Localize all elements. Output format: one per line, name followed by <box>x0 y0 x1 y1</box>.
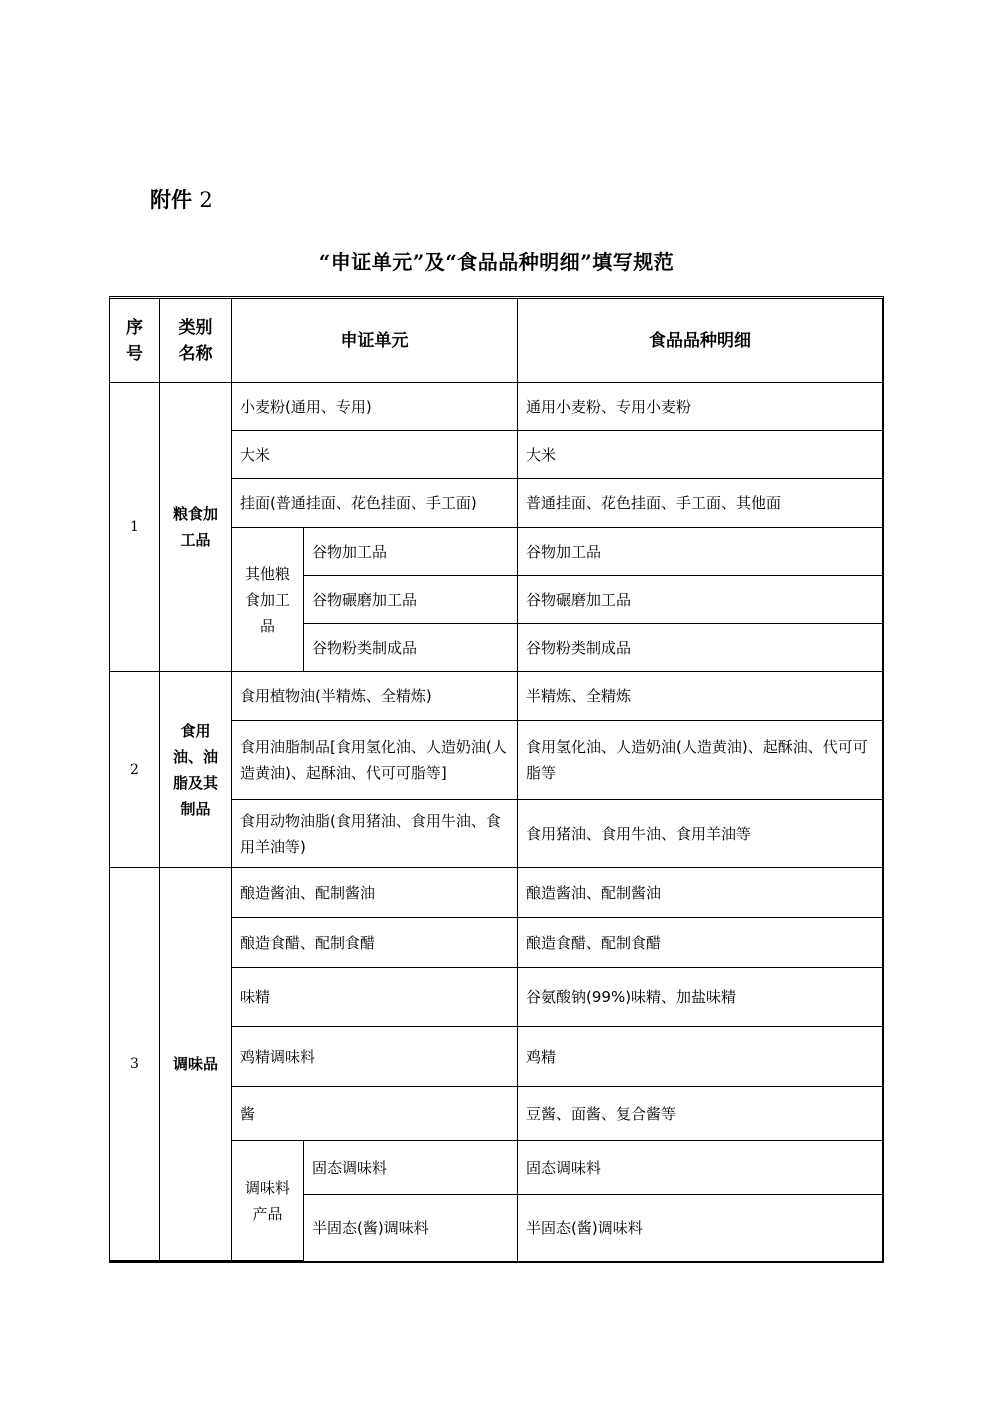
unit-cell: 味精 <box>232 968 518 1027</box>
unit-cell: 酱 <box>232 1087 518 1141</box>
table-row <box>110 672 882 721</box>
unit-cell: 食用植物油(半精炼、全精炼) <box>232 672 518 721</box>
unit-cell: 酿造酱油、配制酱油 <box>232 868 518 918</box>
detail-cell: 大米 <box>518 431 882 479</box>
subgroup-cell: 其他粮食加工品 <box>232 528 304 672</box>
unit-cell: 谷物加工品 <box>304 528 518 576</box>
detail-cell: 固态调味料 <box>518 1141 882 1195</box>
page-title: “申证单元”及“食品品种明细”填写规范 <box>318 250 675 274</box>
detail-cell: 酿造食醋、配制食醋 <box>518 918 882 968</box>
detail-cell: 谷氨酸钠(99%)味精、加盐味精 <box>518 968 882 1027</box>
detail-cell: 谷物碾磨加工品 <box>518 576 882 624</box>
unit-cell: 固态调味料 <box>304 1141 518 1195</box>
spec-table-wrapper <box>109 296 883 1263</box>
detail-cell: 半精炼、全精炼 <box>518 672 882 721</box>
detail-cell: 酿造酱油、配制酱油 <box>518 868 882 918</box>
unit-cell: 食用油脂制品[食用氢化油、人造奶油(人造黄油)、起酥油、代可可脂等] <box>232 721 518 800</box>
unit-cell: 谷物粉类制成品 <box>304 624 518 672</box>
category-cell: 粮食加工品 <box>160 383 232 672</box>
detail-cell: 食用猪油、食用牛油、食用羊油等 <box>518 800 882 868</box>
attachment-number: 2 <box>199 188 213 212</box>
attachment-label: 附件 2 <box>150 187 213 212</box>
header-unit: 申证单元 <box>232 299 518 383</box>
detail-cell: 通用小麦粉、专用小麦粉 <box>518 383 882 431</box>
seq-cell: 3 <box>110 868 160 1261</box>
seq-cell: 1 <box>110 383 160 672</box>
unit-cell: 挂面(普通挂面、花色挂面、手工面) <box>232 479 518 528</box>
detail-cell: 谷物粉类制成品 <box>518 624 882 672</box>
table-row <box>110 383 882 431</box>
spec-table <box>109 296 884 1263</box>
unit-cell: 鸡精调味料 <box>232 1027 518 1087</box>
detail-cell: 食用氢化油、人造奶油(人造黄油)、起酥油、代可可脂等 <box>518 721 882 800</box>
header-category: 类别 名称 <box>160 299 232 383</box>
detail-cell: 谷物加工品 <box>518 528 882 576</box>
table-row <box>110 868 882 918</box>
unit-cell: 半固态(酱)调味料 <box>304 1195 518 1261</box>
unit-cell: 谷物碾磨加工品 <box>304 576 518 624</box>
unit-cell: 大米 <box>232 431 518 479</box>
subgroup-cell: 调味料产品 <box>232 1141 304 1261</box>
header-row <box>110 299 882 383</box>
header-detail: 食品品种明细 <box>518 299 882 383</box>
detail-cell: 豆酱、面酱、复合酱等 <box>518 1087 882 1141</box>
category-cell: 食用油、油脂及其制品 <box>160 672 232 868</box>
unit-cell: 小麦粉(通用、专用) <box>232 383 518 431</box>
detail-cell: 普通挂面、花色挂面、手工面、其他面 <box>518 479 882 528</box>
seq-cell: 2 <box>110 672 160 868</box>
category-cell: 调味品 <box>160 868 232 1261</box>
unit-cell: 酿造食醋、配制食醋 <box>232 918 518 968</box>
header-seq: 序号 <box>110 299 160 383</box>
unit-cell: 食用动物油脂(食用猪油、食用牛油、食用羊油等) <box>232 800 518 868</box>
detail-cell: 半固态(酱)调味料 <box>526 1219 643 1237</box>
detail-cell: 鸡精 <box>518 1027 882 1087</box>
